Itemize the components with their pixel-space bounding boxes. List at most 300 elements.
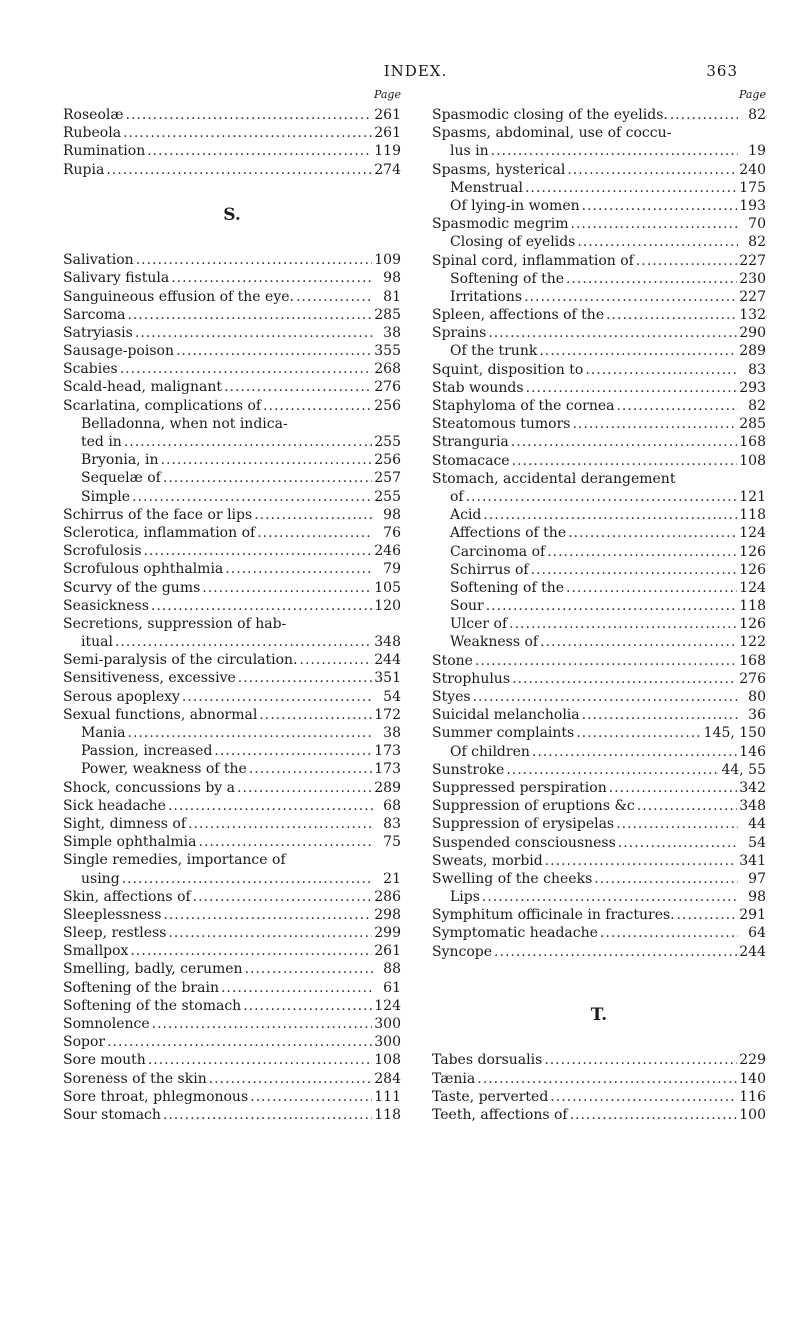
index-entry: [63, 597, 401, 615]
index-entry: [432, 379, 766, 397]
entry-term: Belladonna, when not indica-: [81, 415, 288, 432]
index-entry: [63, 378, 401, 396]
dot-leader: [106, 161, 372, 179]
dot-leader: [132, 488, 372, 506]
entry-page-number: 300: [374, 1016, 401, 1032]
dot-leader: [221, 979, 373, 997]
right-entry-list: [432, 106, 766, 1124]
index-entry: [432, 834, 766, 852]
entry-term: Single remedies, importance of: [63, 852, 286, 869]
entry-page-number: 120: [374, 597, 401, 614]
section-letter-text: T.: [590, 1005, 608, 1026]
index-entry: [432, 397, 766, 415]
dot-leader: [524, 288, 737, 306]
entry-page-number: 126: [739, 543, 766, 560]
dot-leader: [511, 433, 737, 451]
entry-term: ted in: [81, 434, 122, 450]
index-entry: [432, 306, 766, 324]
entry-term: Stranguria: [432, 434, 509, 451]
dot-leader: [473, 688, 738, 706]
dot-leader: [168, 797, 373, 815]
index-entry: [432, 161, 766, 179]
entry-term: Scald-head, malignant: [63, 379, 223, 396]
index-subentry: [432, 288, 766, 306]
entry-term: Sleep, restless: [63, 925, 167, 942]
entry-term: Weakness of: [450, 634, 539, 651]
spacer: [63, 233, 401, 251]
index-entry: [63, 542, 401, 560]
index-entry-continuation: [432, 488, 766, 506]
dot-leader: [532, 743, 737, 761]
entry-page-number: 79: [383, 561, 401, 578]
index-subentry: [63, 742, 401, 760]
dot-leader: [570, 1106, 738, 1124]
entry-page-number: 261: [374, 125, 401, 142]
dot-leader: [128, 306, 373, 324]
entry-page-number: 290: [739, 325, 766, 342]
dot-leader: [482, 888, 738, 906]
entry-term: Styes: [432, 689, 471, 705]
index-entry: [63, 688, 401, 706]
entry-term: Secretions, suppression of hab-: [63, 615, 287, 632]
entry-page-number: 61: [383, 979, 401, 996]
entry-term: Sour stomach: [63, 1106, 161, 1123]
index-entry: [432, 906, 766, 924]
entry-term: Suppression of erysipelas: [432, 816, 615, 833]
entry-page-number: 227: [739, 252, 766, 269]
entry-term: Scrofulous ophthalmia: [63, 561, 224, 578]
dot-leader: [567, 161, 737, 179]
entry-page-number: 175: [739, 179, 766, 196]
entry-term: Smelling, badly, cerumen: [63, 961, 243, 978]
entry-term: Softening of the: [450, 270, 565, 287]
entry-term: of: [450, 488, 464, 505]
dot-leader: [168, 924, 372, 942]
index-subentry: [432, 233, 766, 251]
entry-page-number: 285: [374, 306, 401, 323]
entry-term: Stone: [432, 652, 473, 669]
dot-leader: [115, 633, 372, 651]
index-entry: [63, 833, 401, 851]
index-entry: [63, 779, 401, 797]
index-entry: [63, 888, 401, 906]
index-entry: [432, 670, 766, 688]
entry-page-number: 75: [383, 834, 401, 851]
dot-leader: [193, 888, 373, 906]
entry-page-number: 286: [374, 888, 401, 905]
dot-leader: [572, 415, 737, 433]
entry-page-number: 255: [374, 488, 401, 505]
dot-leader: [525, 179, 737, 197]
dot-leader: [539, 342, 737, 360]
entry-term: Softening of the stomach: [63, 997, 242, 1014]
dot-leader: [677, 906, 738, 924]
dot-leader: [609, 779, 738, 797]
entry-term: Lips: [450, 889, 480, 906]
entry-page-number: 105: [374, 579, 401, 596]
index-entry: [432, 361, 766, 379]
entry-term: Soreness of the skin: [63, 1070, 207, 1087]
dot-leader: [550, 1088, 737, 1106]
index-entry: [432, 870, 766, 888]
entry-page-number: 341: [739, 852, 766, 869]
dot-leader: [571, 215, 739, 233]
dot-leader: [128, 724, 373, 742]
entry-page-number: 255: [374, 434, 401, 450]
entry-term: Sclerotica, inflammation of: [63, 524, 256, 541]
entry-term: Stomacace: [432, 452, 510, 469]
entry-page-number: 64: [748, 925, 766, 942]
spacer: [63, 179, 401, 197]
index-entry: [63, 1070, 401, 1088]
index-entry: [63, 142, 401, 160]
dot-leader: [506, 761, 719, 779]
entry-page-number: 81: [383, 288, 401, 305]
entry-page-number: 76: [383, 524, 401, 541]
index-entry: [63, 161, 401, 179]
dot-leader: [259, 706, 372, 724]
index-subentry: [432, 633, 766, 651]
entry-page-number: 172: [374, 706, 401, 723]
dot-leader: [136, 251, 373, 269]
dot-leader: [257, 524, 373, 542]
entry-page-number: 284: [374, 1070, 401, 1087]
dot-leader: [107, 1033, 372, 1051]
index-subentry: [63, 760, 401, 778]
entry-term: Power, weakness of the: [81, 761, 247, 778]
index-subentry: [432, 579, 766, 597]
entry-page-number: 289: [374, 779, 401, 796]
dot-leader: [512, 452, 738, 470]
entry-term: Sight, dimness of: [63, 815, 187, 832]
entry-term: Bryonia, in: [81, 452, 159, 469]
entry-page-number: 118: [739, 507, 766, 524]
index-entry: [432, 943, 766, 961]
entry-page-number: 44: [748, 816, 766, 833]
index-entry: [432, 852, 766, 870]
dot-leader: [147, 142, 372, 160]
entry-page-number: 140: [739, 1070, 766, 1087]
section-letter-text: S.: [223, 204, 241, 225]
entry-term: Staphyloma of the cornea: [432, 398, 615, 414]
entry-term: Simple: [81, 488, 131, 505]
dot-leader: [547, 543, 737, 561]
dot-leader: [594, 870, 738, 888]
index-entry: [63, 560, 401, 578]
index-entry: [63, 906, 401, 924]
index-entry: [63, 324, 401, 342]
dot-leader: [540, 633, 737, 651]
index-subentry: [432, 543, 766, 561]
entry-term: Sleeplessness: [63, 906, 162, 923]
index-entry: [63, 979, 401, 997]
entry-term: Somnolence: [63, 1016, 150, 1032]
spacer: [432, 1033, 766, 1051]
dot-leader: [488, 324, 737, 342]
entry-page-number: 274: [374, 161, 401, 178]
entry-term: Satryiasis: [63, 324, 133, 341]
index-entry: [63, 269, 401, 287]
dot-leader: [618, 834, 738, 852]
entry-term: Schirrus of: [450, 561, 529, 578]
dot-leader: [483, 506, 737, 524]
entry-page-number: 146: [739, 743, 766, 760]
index-entry: [63, 524, 401, 542]
dot-leader: [254, 506, 373, 524]
dot-leader: [509, 615, 737, 633]
entry-term: Spleen, affections of the: [432, 307, 605, 324]
index-entry: [63, 1033, 401, 1051]
index-entry: [432, 724, 766, 742]
dot-leader: [224, 378, 372, 396]
dot-leader: [582, 706, 738, 724]
dot-leader: [670, 106, 738, 124]
entry-term: Of the trunk: [450, 343, 538, 360]
dot-leader: [151, 597, 372, 615]
dot-leader: [238, 669, 372, 687]
entry-page-number: 21: [383, 870, 401, 887]
index-entry: [63, 506, 401, 524]
entry-term: Sarcoma: [63, 306, 126, 323]
entry-term: Menstrual: [450, 179, 523, 196]
entry-term: Swelling of the cheeks: [432, 870, 593, 887]
dot-leader: [176, 342, 372, 360]
entry-term: Seasickness: [63, 597, 149, 614]
entry-term: Irritations: [450, 288, 523, 305]
left-entry-list: [63, 106, 401, 1124]
entry-term: Sunstroke: [432, 761, 505, 778]
entry-term: Of lying-in women: [450, 197, 580, 214]
entry-term: lus in: [450, 143, 489, 160]
entry-term: Sore throat, phlegmonous: [63, 1088, 249, 1105]
dot-leader: [144, 542, 373, 560]
entry-page-number: 100: [739, 1106, 766, 1123]
entry-term: Sweats, morbid: [432, 852, 543, 869]
dot-leader: [250, 1088, 372, 1106]
index-entry-continuation: [63, 433, 401, 451]
index-subentry: [432, 888, 766, 906]
entry-term: Ulcer of: [450, 616, 508, 633]
entry-page-number: 291: [739, 907, 766, 924]
entry-term: Strophulus: [432, 670, 511, 687]
dot-leader: [161, 451, 373, 469]
entry-term: Sopor: [63, 1034, 106, 1051]
entry-term: Scurvy of the gums: [63, 579, 201, 596]
index-entry: [63, 1051, 401, 1069]
entry-term: Tabes dorsualis: [432, 1052, 543, 1069]
entry-term: Schirrus of the face or lips: [63, 506, 253, 523]
entry-page-number: 173: [374, 743, 401, 760]
dot-leader: [544, 1051, 737, 1069]
index-entry: [63, 651, 401, 669]
index-entry: [63, 942, 401, 960]
index-subentry: [63, 415, 401, 433]
entry-page-number: 293: [739, 379, 766, 396]
entry-term: Softening of the brain: [63, 979, 219, 996]
entry-page-number: 261: [374, 943, 401, 960]
entry-page-number: 173: [374, 761, 401, 778]
entry-page-number: 121: [739, 488, 766, 505]
index-entry: [63, 579, 401, 597]
entry-term: Sick headache: [63, 797, 166, 814]
dot-leader: [237, 779, 372, 797]
index-entry: [432, 1106, 766, 1124]
index-subentry: [63, 451, 401, 469]
index-entry: [63, 706, 401, 724]
entry-page-number: 348: [739, 798, 766, 815]
index-entry: [432, 215, 766, 233]
section-letter: [63, 197, 401, 233]
entry-term: Salivation: [63, 252, 134, 269]
entry-page-number: 44, 55: [721, 761, 766, 778]
entry-page-number: 70: [748, 216, 766, 233]
index-entry: [63, 615, 401, 633]
index-entry: [63, 851, 401, 869]
section-letter: [432, 997, 766, 1033]
entry-term: Shock, concussions by a: [63, 779, 235, 796]
entry-page-number: 268: [374, 361, 401, 378]
index-entry: [63, 815, 401, 833]
entry-page-number: 244: [374, 652, 401, 669]
entry-page-number: 230: [739, 270, 766, 287]
entry-page-number: 298: [374, 906, 401, 923]
index-entry: [63, 1088, 401, 1106]
entry-page-number: 257: [374, 470, 401, 487]
entry-page-number: 126: [739, 561, 766, 578]
index-entry: [432, 470, 766, 488]
dot-leader: [566, 270, 737, 288]
entry-term: Sausage-poison: [63, 343, 174, 360]
entry-page-number: 82: [748, 398, 766, 414]
dot-leader: [600, 924, 738, 942]
entry-term: Roseolæ: [63, 107, 124, 123]
entry-term: using: [81, 870, 120, 887]
entry-term: Spasmodic megrim: [432, 216, 569, 233]
spacer: [432, 961, 766, 979]
index-entry-continuation: [63, 870, 401, 888]
entry-page-number: 54: [748, 834, 766, 851]
index-entry: [432, 706, 766, 724]
dot-leader: [249, 760, 372, 778]
entry-page-number: 256: [374, 397, 401, 414]
running-head: [0, 62, 801, 80]
entry-page-number: 126: [739, 616, 766, 633]
entry-page-number: 83: [748, 361, 766, 378]
entry-page-number: 38: [383, 324, 401, 341]
entry-term: Scabies: [63, 361, 118, 378]
index-subentry: [432, 270, 766, 288]
entry-page-number: 342: [739, 779, 766, 796]
entry-term: Spinal cord, inflammation of: [432, 252, 634, 269]
dot-leader: [214, 742, 372, 760]
entry-page-number: 276: [739, 670, 766, 687]
dot-leader: [300, 651, 373, 669]
entry-page-number: 193: [739, 197, 766, 214]
entry-page-number: 108: [739, 452, 766, 469]
index-entry-continuation: [63, 633, 401, 651]
index-entry: [63, 397, 401, 415]
entry-page-number: 80: [748, 689, 766, 705]
entry-page-number: 82: [748, 107, 766, 123]
index-entry: [63, 669, 401, 687]
index-entry: [63, 1015, 401, 1033]
index-entry: [432, 761, 766, 779]
index-entry: [432, 1070, 766, 1088]
dot-leader: [135, 324, 373, 342]
entry-term: Stab wounds: [432, 379, 524, 396]
entry-page-number: 98: [383, 506, 401, 523]
dot-leader: [475, 652, 737, 670]
dot-leader: [225, 560, 373, 578]
entry-term: Sour: [450, 598, 484, 615]
entry-term: Spasms, abdominal, use of coccu-: [432, 125, 672, 142]
index-subentry: [432, 506, 766, 524]
index-subentry: [432, 179, 766, 197]
index-entry: [432, 433, 766, 451]
dot-leader: [171, 269, 373, 287]
left-column: [63, 88, 401, 1124]
left-column-page-label: Page: [373, 88, 401, 101]
dot-leader: [202, 579, 372, 597]
index-subentry: [432, 743, 766, 761]
entry-page-number: 108: [374, 1052, 401, 1069]
index-entry: [63, 342, 401, 360]
dot-leader: [126, 106, 373, 124]
entry-term: Tænia: [432, 1070, 476, 1087]
dot-leader: [491, 142, 738, 160]
entry-page-number: 124: [739, 525, 766, 542]
entry-term: Sexual functions, abnormal: [63, 706, 258, 723]
index-entry: [432, 415, 766, 433]
entry-term: Symptomatic headache: [432, 925, 598, 942]
spacer: [432, 979, 766, 997]
index-entry: [63, 924, 401, 942]
entry-term: Rumination: [63, 143, 146, 160]
entry-term: Mania: [81, 725, 126, 741]
index-subentry: [63, 469, 401, 487]
entry-page-number: 355: [374, 343, 401, 360]
entry-page-number: 276: [374, 379, 401, 396]
entry-page-number: 351: [374, 670, 401, 687]
dot-leader: [494, 943, 737, 961]
entry-term: Affections of the: [450, 525, 567, 542]
entry-term: Smallpox: [63, 943, 129, 960]
entry-page-number: 256: [374, 452, 401, 469]
index-entry: [63, 306, 401, 324]
entry-term: Symphitum officinale in fractures.: [432, 907, 675, 924]
entry-term: Softening of the: [450, 579, 565, 596]
dot-leader: [606, 306, 737, 324]
entry-page-number: 124: [374, 997, 401, 1014]
entry-page-number: 244: [739, 943, 766, 960]
entry-page-number: 83: [383, 815, 401, 832]
entry-page-number: 261: [374, 107, 401, 123]
dot-leader: [199, 833, 374, 851]
entry-term: Spasmodic closing of the eyelids.: [432, 107, 668, 123]
entry-term: Salivary fistula: [63, 270, 170, 287]
right-column: [432, 88, 766, 1124]
entry-term: Serous apoplexy: [63, 688, 180, 705]
entry-page-number: 82: [748, 234, 766, 251]
index-entry: [63, 360, 401, 378]
dot-leader: [568, 524, 737, 542]
index-entry: [432, 815, 766, 833]
dot-leader: [123, 124, 372, 142]
index-entry: [63, 960, 401, 978]
entry-page-number: 116: [739, 1088, 766, 1105]
entry-page-number: 98: [748, 889, 766, 906]
dot-leader: [512, 670, 737, 688]
